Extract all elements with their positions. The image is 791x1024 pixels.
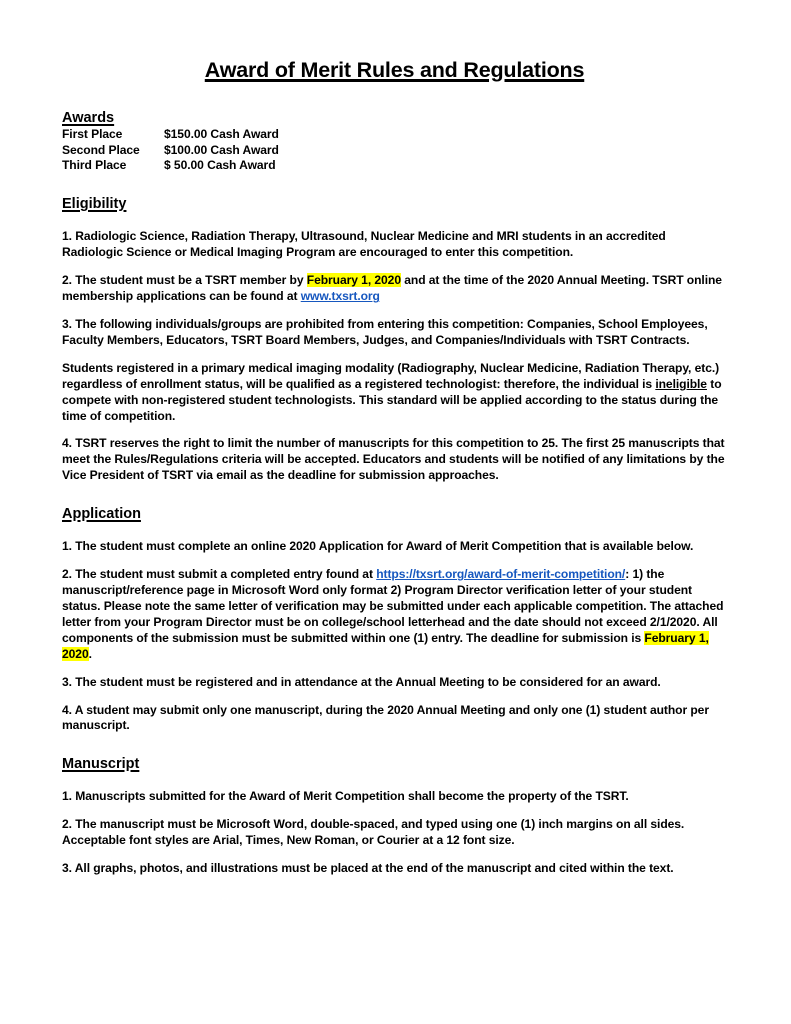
section-heading-awards-text: Awards — [62, 109, 115, 126]
ineligible-emphasis: ineligible — [655, 376, 707, 391]
award-prize: $150.00 Cash Award — [164, 126, 279, 141]
manuscript-item-1: 1. Manuscripts submitted for the Award of Merit Competition shall become the property of the TSRT. — [62, 789, 629, 804]
application-item-2 — [62, 567, 727, 662]
eligibility-item-4: 4. TSRT reserves the right to limit the number of manuscripts for this competition to 25. The first 25 manuscripts that meet the Rules/Regulations criteria will be accepted. Educators and students will be notified of any limitations by the Vice President of TSRT via email as the deadline for submission approaches. — [62, 436, 725, 483]
section-heading-manuscript-text: Manuscript — [62, 756, 140, 773]
application-item-1: 1. The student must complete an online 2020 Application for Award of Merit Competition that is available below. — [62, 539, 694, 554]
application-item-3: 3. The student must be registered and in attendance at the Annual Meeting to be considered for an award. — [62, 674, 661, 689]
eligibility-item-1: 1. Radiologic Science, Radiation Therapy, Ultrasound, Nuclear Medicine and MRI students in an accredited Radiologic Science or Medical Imaging Program are encouraged to enter this competition. — [62, 229, 666, 260]
award-place: First Place — [62, 126, 123, 141]
spacer — [62, 305, 727, 317]
application-item-2-part-c: . — [88, 646, 92, 661]
section-heading-application — [62, 505, 727, 523]
txsrt-website-link[interactable]: www.txsrt.org — [300, 289, 380, 304]
section-heading-awards — [62, 109, 727, 127]
spacer — [62, 691, 727, 703]
eligibility-item-3: 3. The following individuals/groups are prohibited from entering this competition: Companies, School Employees, Faculty Members, Educators, TSRT Board Members, Judges, and Companies/Individuals with TSRT Contracts. — [62, 316, 708, 347]
eligibility-item-2 — [62, 273, 727, 305]
section-heading-eligibility-text: Eligibility — [62, 196, 127, 213]
highlighted-deadline-date: February 1, 2020 — [62, 630, 709, 661]
highlighted-deadline-date: February 1, 2020 — [306, 273, 401, 288]
registered-students-part-a: Students registered in a primary medical imaging modality (Radiography, Nuclear Medicine, Radiation Therapy, etc.) regardless of enrollment status, will be qualified as a registered technologist: therefore, the individual is — [62, 360, 720, 391]
manuscript-item-3: 3. All graphs, photos, and illustrations must be placed at the end of the manuscript and cited within the text. — [62, 861, 674, 876]
spacer — [62, 773, 727, 789]
application-item-4: 4. A student may submit only one manuscript, during the 2020 Annual Meeting and only one (1) student author per manuscript. — [62, 702, 709, 733]
spacer — [62, 213, 727, 229]
application-item-2-part-a: 2. The student must submit a completed entry found at — [62, 567, 377, 582]
spacer — [62, 174, 727, 195]
spacer — [62, 523, 727, 539]
table-row — [62, 143, 279, 159]
document-content — [62, 58, 727, 877]
spacer — [62, 663, 727, 675]
spacer — [62, 849, 727, 861]
eligibility-registered-students-paragraph — [62, 361, 727, 425]
application-item-2-part-b: : 1) the manuscript/reference page in Microsoft Word only format 2) Program Director verification letter of your student status. Please note the same letter of verification may be submitted under each applicable competition. The attached letter from your Program Director must be on college/school letterhead and the date should not exceed 2/1/2020. All components of the submission must be submitted within one (1) entry. The deadline for submission is — [62, 567, 724, 645]
spacer — [62, 484, 727, 505]
awards-table — [62, 127, 279, 174]
section-heading-eligibility — [62, 195, 727, 213]
eligibility-item-2-part-a: 2. The student must be a TSRT member by — [62, 273, 307, 288]
section-heading-manuscript — [62, 755, 727, 773]
award-of-merit-competition-link[interactable]: https://txsrt.org/award-of-merit-competition/ — [376, 567, 626, 582]
manuscript-item-2: 2. The manuscript must be Microsoft Word, double-spaced, and typed using one (1) inch margins on all sides. Acceptable font styles are Arial, Times, New Roman, or Courier at a 12 font size. — [62, 817, 685, 848]
spacer — [62, 555, 727, 567]
spacer — [62, 734, 727, 755]
table-row — [62, 158, 279, 174]
spacer — [62, 424, 727, 436]
table-row — [62, 127, 279, 143]
section-heading-application-text: Application — [62, 506, 141, 523]
spacer — [62, 349, 727, 361]
award-place: Third Place — [62, 158, 127, 173]
page-title — [62, 58, 727, 83]
page-title-text: Award of Merit Rules and Regulations — [204, 58, 585, 82]
award-place: Second Place — [62, 142, 140, 157]
award-prize: $ 50.00 Cash Award — [164, 158, 276, 173]
spacer — [62, 261, 727, 273]
spacer — [62, 805, 727, 817]
award-prize: $100.00 Cash Award — [164, 142, 279, 157]
eligibility-item-2-part-b: and at the time of the 2020 Annual Meeting. TSRT online membership applications can be found at — [62, 273, 722, 304]
registered-students-part-b: to compete with non-registered student technologists. This standard will be applied according to the status during the time of competition. — [62, 376, 722, 423]
